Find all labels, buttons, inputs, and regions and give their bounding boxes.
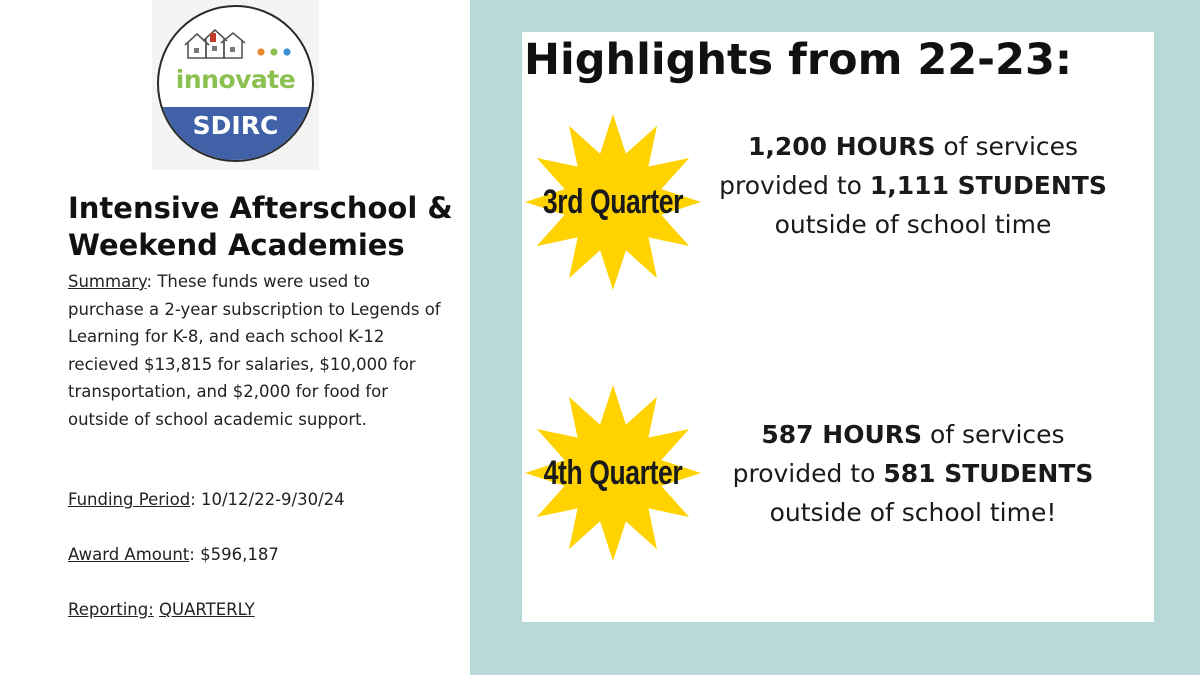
q3-hours: 1,200 HOURS bbox=[747, 132, 936, 161]
q3-badge bbox=[523, 112, 703, 292]
q4-students: 581 STUDENTS bbox=[883, 459, 1094, 488]
funding-period-label: Funding Period bbox=[68, 490, 191, 509]
q3-hours-line bbox=[712, 127, 1114, 166]
q3-students: 1,111 STUDENTS bbox=[869, 171, 1107, 200]
q3-hours-suffix: of services bbox=[935, 132, 1079, 161]
houses-icon bbox=[183, 27, 293, 61]
q3-students-line bbox=[712, 166, 1114, 205]
summary-label: Summary bbox=[68, 272, 147, 291]
summary-paragraph bbox=[68, 268, 448, 433]
funding-period bbox=[68, 486, 345, 513]
q4-badge-label: 4th Quarter bbox=[543, 453, 683, 492]
q3-badge-label: 3rd Quarter bbox=[542, 182, 684, 221]
summary-text: : These funds were used to purchase a 2-year subscription to Legends of Learning for K-8, and each school K-12 recieved $13,815 for salaries, $10,000 for transportation, and $2,000 for food for outside of school academic support. bbox=[68, 272, 441, 429]
q4-students-line bbox=[712, 454, 1114, 493]
q4-hours-suffix: of services bbox=[922, 420, 1065, 449]
q4-students-prefix: provided to bbox=[732, 459, 884, 488]
q4-tail: outside of school time! bbox=[769, 498, 1057, 527]
innovate-sdirc-logo bbox=[157, 5, 314, 162]
q4-hours-line bbox=[712, 415, 1114, 454]
q3-stat bbox=[712, 127, 1114, 244]
reporting-value: QUARTERLY bbox=[159, 600, 255, 619]
funding-period-value: : 10/12/22-9/30/24 bbox=[190, 490, 345, 509]
q3-tail: outside of school time bbox=[774, 210, 1052, 239]
q4-badge bbox=[523, 383, 703, 563]
program-title: Intensive Afterschool & Weekend Academies bbox=[68, 191, 453, 262]
award-amount-value: : $596,187 bbox=[189, 545, 279, 564]
reporting bbox=[68, 596, 255, 623]
q4-stat bbox=[712, 415, 1114, 532]
dots-icon bbox=[257, 48, 290, 55]
logo-sdirc-text: SDIRC bbox=[192, 111, 279, 140]
reporting-label: Reporting: bbox=[68, 600, 154, 619]
logo-innovate-text: innovate bbox=[175, 65, 296, 94]
q4-hours: 587 HOURS bbox=[761, 420, 923, 449]
highlights-heading: Highlights from 22-23: bbox=[524, 35, 1073, 85]
award-amount-label: Award Amount bbox=[68, 545, 190, 564]
award-amount bbox=[68, 541, 279, 568]
q3-students-prefix: provided to bbox=[719, 171, 870, 200]
